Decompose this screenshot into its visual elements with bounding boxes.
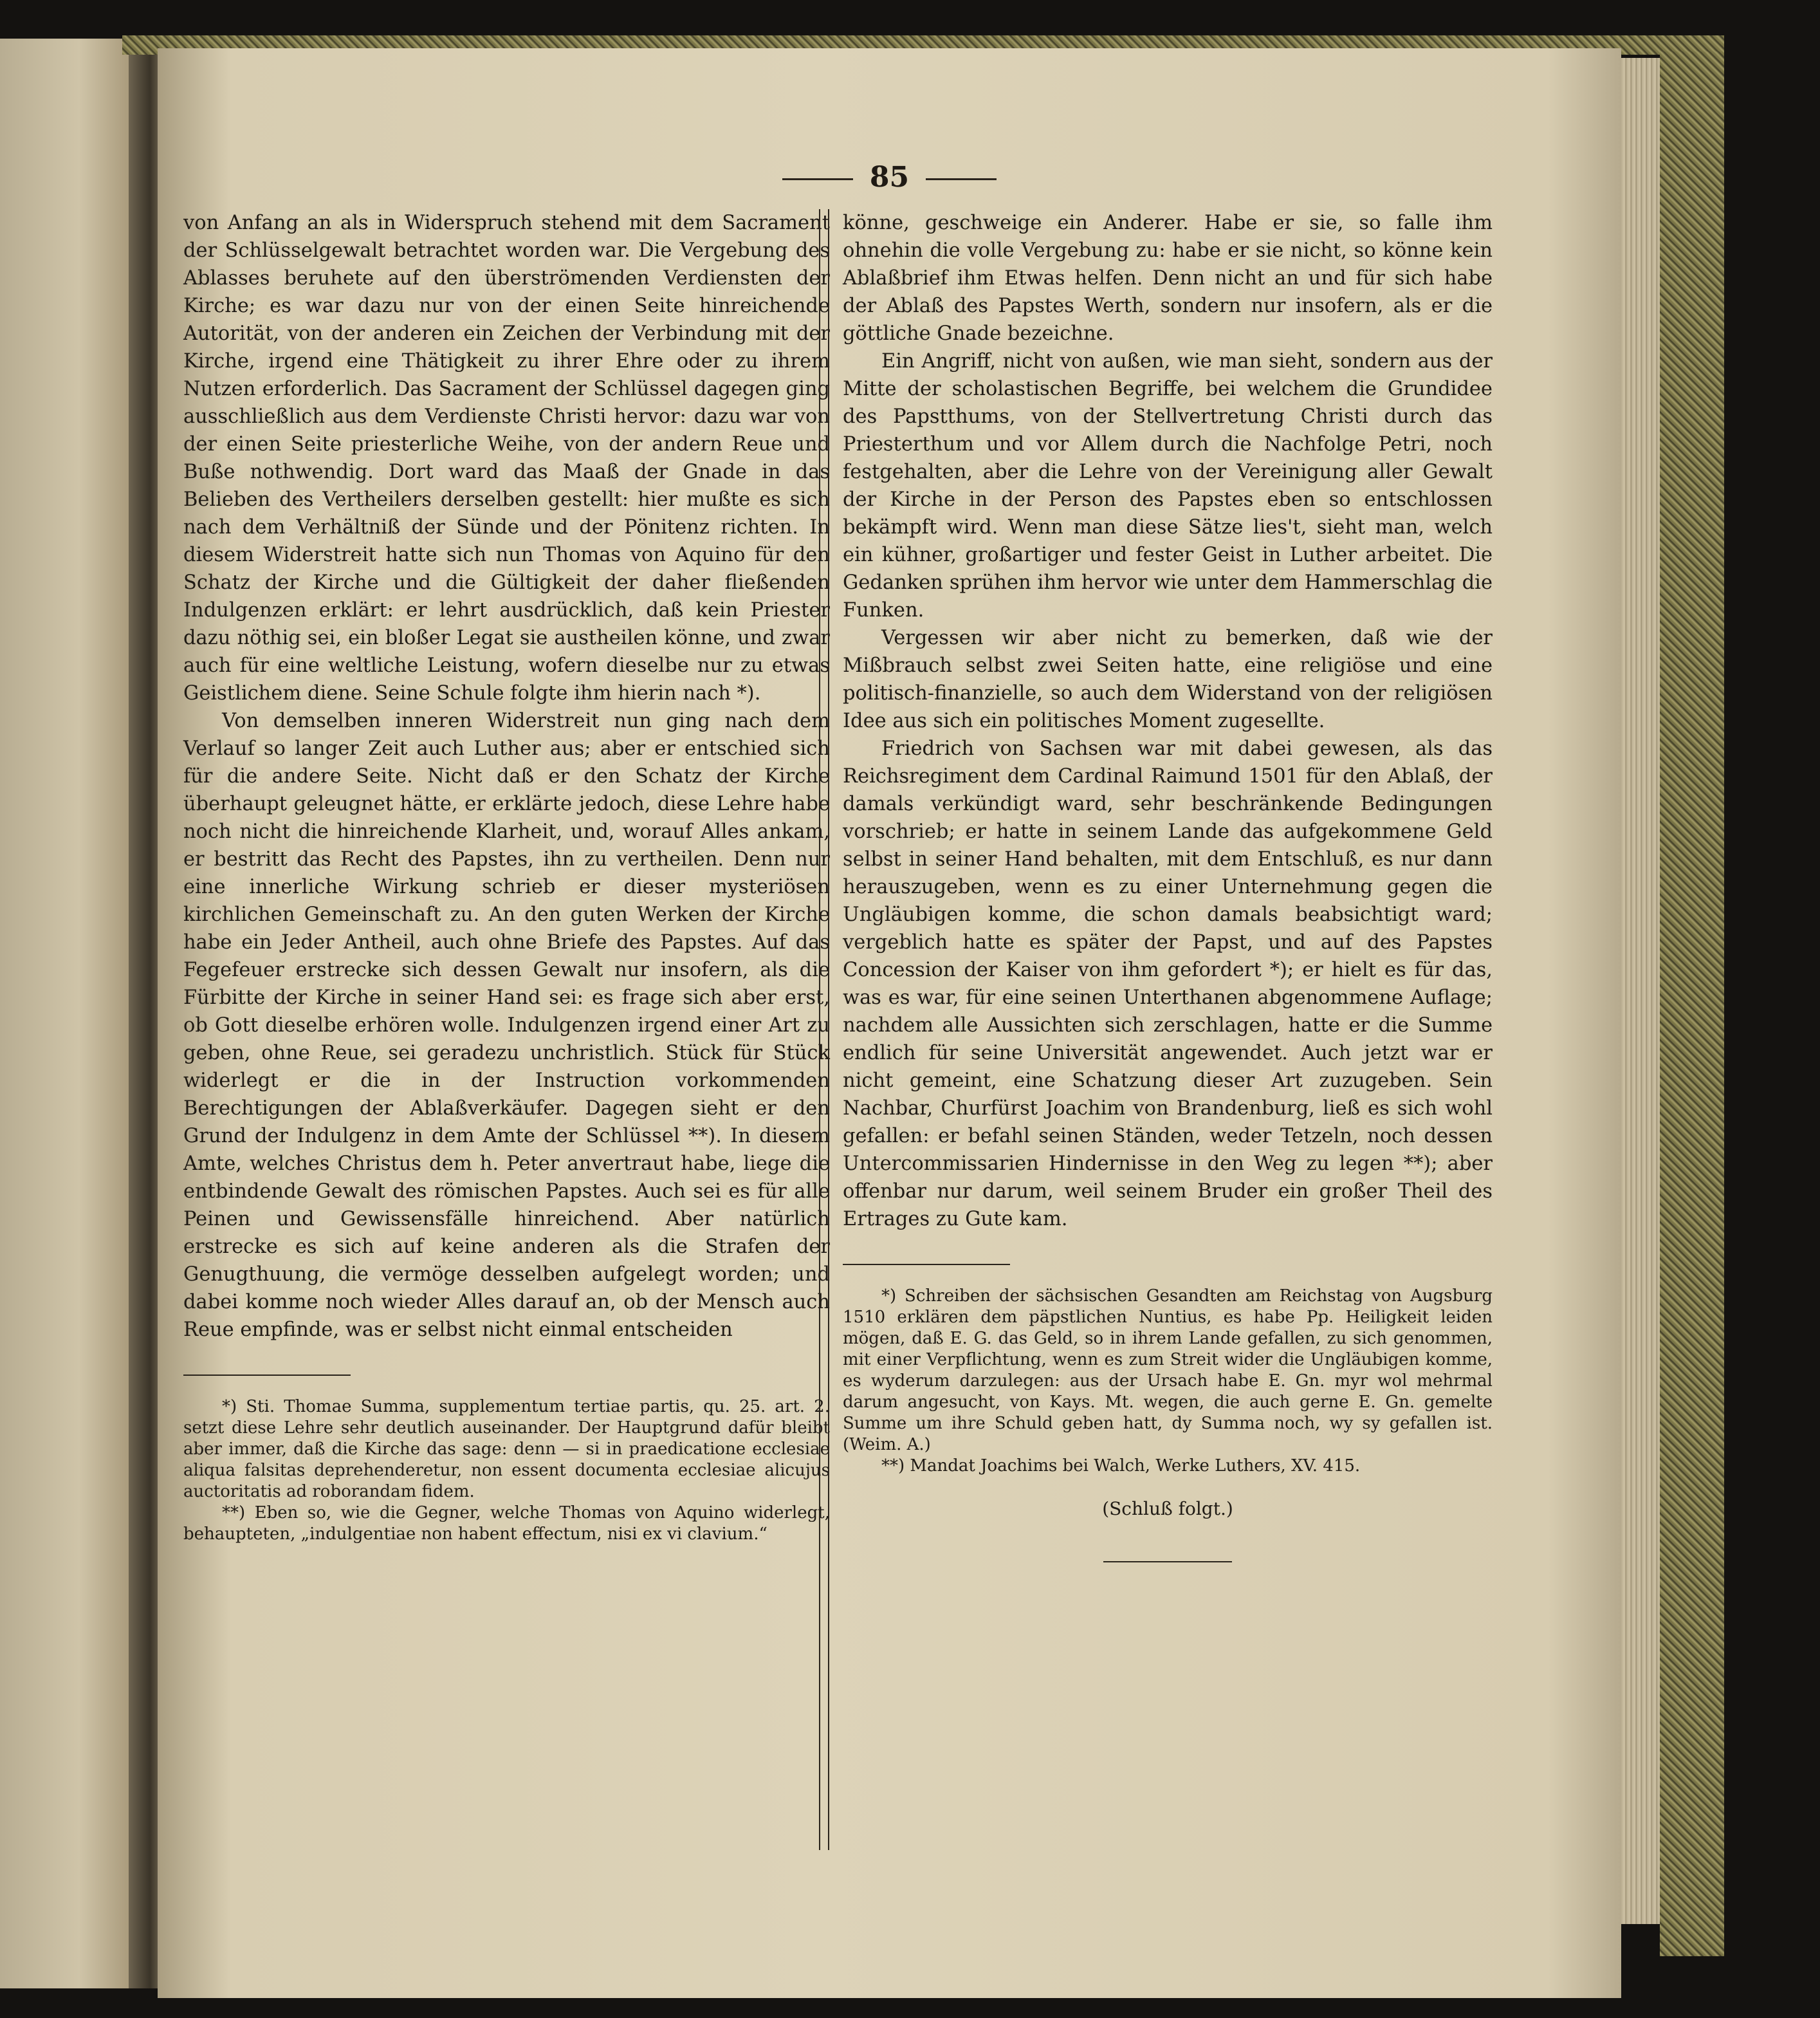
left-paragraph-1: von Anfang an als in Widerspruch stehend mit dem Sacrament der Schlüsselgewalt betrachtet worden war. Die Vergebung des Ablasses beruhete auf den überströmenden Verdiensten der Kirche; es war dazu nur von der einen Seite hinreichende Autorität, von der anderen ein Zeichen der Verbindung mit der Kirche, irgend eine Thätigkeit zu ihrer Ehre oder zu ihrem Nutzen erforderlich. Das Sacrament der Schlüssel dagegen ging ausschließlich aus dem Verdienste Christi hervor: dazu war von der einen Seite priesterliche Weihe, von der andern Reue und Buße nothwendig. Dort ward das Maaß der Gnade in das Belieben des Vertheilers derselben gestellt: hier mußte es sich nach dem Verhältniß der Sünde und der Pönitenz richten. In diesem Widerstreit hatte sich nun Thomas von Aquino für den Schatz der Kirche und die Gültigkeit der daher fließenden Indulgenzen erklärt: er lehrt ausdrücklich, daß kein Priester dazu nöthig sei, ein bloßer Legat sie austheilen könne, und zwar auch für eine weltliche Leistung, wofern dieselbe nur zu etwas Geistlichem diene. Seine Schule folgte ihm hierin nach *). — [183, 212, 830, 705]
right-paragraph-2: Ein Angriff, nicht von außen, wie man sieht, sondern aus der Mitte der scholastischen Begriffe, bei welchem die Grundidee des Papstthums, von der Stellvertretung Christi durch das Priesterthum und vor Allem durch die Nachfolge Petri, noch festgehalten, aber die Lehre von der Vereinigung aller Gewalt der Kirche in der Person des Papstes eben so entschlossen bekämpft wird. Wenn man diese Sätze lies't, sieht man, welch ein kühner, großartiger und fester Geist in Luther arbeitet. Die Gedanken sprühen ihm hervor wie unter dem Hammerschlag die Funken. — [843, 350, 1493, 622]
closing-note: (Schluß folgt.) — [1102, 1498, 1233, 1519]
left-footnote-2: **) Eben so, wie die Gegner, welche Thomas von Aquino widerlegt, behaupteten, „indulgentiae non habent effectum, nisi ex vi clavium.“ — [183, 1503, 830, 1544]
header-rule-left — [782, 178, 853, 180]
footnote-rule-right — [843, 1264, 1010, 1265]
footnote-rule-left — [183, 1375, 351, 1376]
page-number: 85 — [869, 161, 910, 194]
column-divider — [819, 209, 829, 1850]
left-paragraph-2: Von demselben inneren Widerstreit nun ging nach dem Verlauf so langer Zeit auch Luther aus; aber er entschied sich für die andere Seite. Nicht daß er den Schatz der Kirche überhaupt geleugnet hätte, er erklärte jedoch, diese Lehre habe noch nicht die hinreichende Klarheit, und, worauf Alles ankam, er bestritt das Recht des Papstes, ihn zu vertheilen. Denn nur eine innerliche Wirkung schrieb er dieser mysteriösen kirchlichen Gemeinschaft zu. An den guten Werken der Kirche habe ein Jeder Antheil, auch ohne Briefe des Papstes. Auf das Fegefeuer erstrecke sich dessen Gewalt nur insofern, als die Fürbitte der Kirche in seiner Hand sei: es frage sich aber erst, ob Gott dieselbe erhören wolle. Indulgenzen irgend einer Art zu geben, ohne Reue, sei geradezu unchristlich. Stück für Stück widerlegt er die in der Instruction vorkommenden Berechtigungen der Ablaßverkäufer. Dagegen sieht er den Grund der Indulgenz in dem Amte der Schlüssel **). In diesem Amte, welches Christus dem h. Peter anvertraut habe, liege die entbindende Gewalt des römischen Papstes. Auch sei es für alle Peinen und Gewissensfälle hinreichend. Aber natürlich erstrecke es sich auf keine anderen als die Strafen der Genugthuung, die vermöge desselben aufgelegt worden; und dabei komme noch wieder Alles darauf an, ob der Mensch auch Reue empfinde, was er selbst nicht einmal entscheiden — [183, 710, 830, 1341]
right-paragraph-3: Vergessen wir aber nicht zu bemerken, daß wie der Mißbrauch selbst zwei Seiten hatte, eine religiöse und eine politisch-finanzielle, so auch dem Widerstand von der religiösen Idee aus sich ein politisches Moment zugesellte. — [843, 627, 1493, 732]
right-column — [843, 209, 1493, 1562]
right-footnote-1: *) Schreiben der sächsischen Gesandten am Reichstag von Augsburg 1510 erklären dem päpstlichen Nuntius, es habe Pp. Heiligkeit leiden mögen, daß E. G. das Geld, so in ihrem Lande gefallen, zu sich genommen, mit einer Verpflichtung, wenn es zum Streit wider die Ungläubigen komme, es wyderum darzulegen: aus der Ursach habe E. Gn. myr wol mehrmal darum angesucht, von Kays. Mt. wegen, die auch gerne E. Gn. gemelte Summe um ihre Schuld geben hatt, dy Summa noch, wy sy gefallen ist. (Weim. A.) — [843, 1286, 1493, 1454]
end-rule — [1103, 1561, 1232, 1562]
right-footnote-2: **) Mandat Joachims bei Walch, Werke Luthers, XV. 415. — [881, 1456, 1361, 1476]
cover-board-right — [1660, 51, 1724, 1956]
right-paragraph-1: könne, geschweige ein Anderer. Habe er sie, so falle ihm ohnehin die volle Vergebung zu: habe er sie nicht, so könne kein Ablaßbrief ihm Etwas helfen. Denn nicht an und für sich habe der Ablaß des Papstes Werth, sondern nur insofern, als er die göttliche Gnade bezeichne. — [843, 212, 1493, 345]
page-number-header — [158, 161, 1621, 194]
left-page-edge — [0, 39, 132, 1988]
right-paragraph-4: Friedrich von Sachsen war mit dabei gewesen, als das Reichsregiment dem Cardinal Raimund 1501 für den Ablaß, der damals verkündigt ward, sehr beschränkende Bedingungen vorschrieb; er hatte in seinem Lande das aufgekommene Geld selbst in seiner Hand behalten, mit dem Entschluß, es nur dann herauszugeben, wenn es zu einer Unternehmung gegen die Ungläubigen komme, die schon damals beabsichtigt ward; vergeblich hatte es später der Papst, und auf des Papstes Concession der Kaiser von ihm gefordert *); er hielt es für das, was es war, für eine seinen Unterthanen abgenommene Auflage; nachdem alle Aussichten sich zerschlagen, hatte er die Summe endlich für seine Universität angewendet. Auch jetzt war er nicht gemeint, eine Schatzung dieser Art zuzugeben. Sein Nachbar, Churfürst Joachim von Brandenburg, ließ es sich wohl gefallen: er befahl seinen Ständen, weder Tetzeln, noch dessen Untercommissarien Hindernisse in den Weg zu legen **); aber offenbar nur darum, weil seinem Bruder ein großer Theil des Ertrages zu Gute kam. — [843, 737, 1493, 1230]
header-rule-right — [926, 178, 997, 180]
left-column — [183, 209, 830, 1545]
left-footnote-1: *) Sti. Thomae Summa, supplementum tertiae partis, qu. 25. art. 2. setzt diese Lehre sehr deutlich auseinander. Der Hauptgrund dafür bleibt aber immer, daß die Kirche das sage: denn — si in praedicatione ecclesiae aliqua falsitas deprehenderetur, non essent documenta ecclesiae alicujus auctoritatis ad roborandam fidem. — [183, 1397, 830, 1501]
book-page — [158, 48, 1621, 1998]
